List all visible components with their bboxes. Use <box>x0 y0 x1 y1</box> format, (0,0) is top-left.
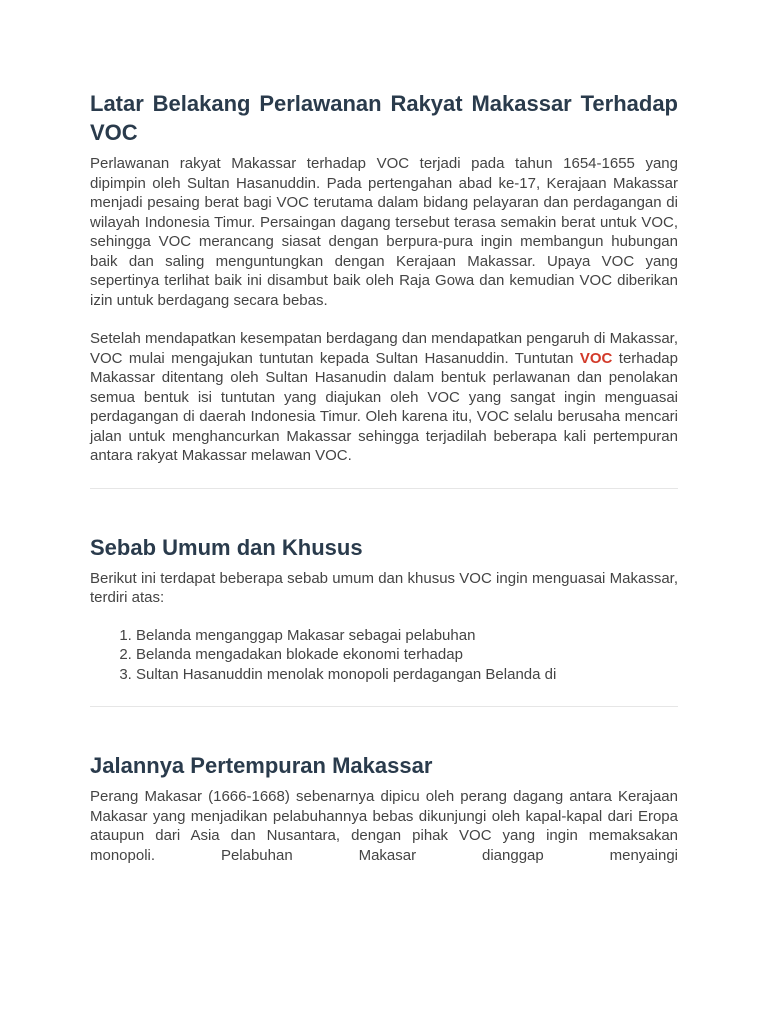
paragraph-text-before-link: Setelah mendapatkan kesempatan berdagang dan mendapatkan pengaruh di Makassar, VOC mulai mengajukan tuntutan kepada Sultan Hasanuddin. Tuntutan <box>90 330 678 367</box>
voc-link[interactable]: VOC <box>579 349 613 367</box>
list-item: 2. Belanda mengadakan blokade ekonomi terhadap <box>136 645 678 665</box>
list-item: 3. Sultan Hasanuddin menolak monopoli perdagangan Belanda di <box>136 665 678 685</box>
paragraph-latar-belakang-1: Perlawanan rakyat Makassar terhadap VOC terjadi pada tahun 1654-1655 yang dipimpin oleh Sultan Hasanuddin. Pada pertengahan abad ke-17, Kerajaan Makassar menjadi pesaing berat bagi VOC terutama dalam bidang pelayaran dan perdagangan di wilayah Indonesia Timur. Persaingan dagang tersebut terasa semakin berat untuk VOC, sehingga VOC merancang siasat dengan berpura-pura ingin membangun hubungan baik dan saling menguntungkan dengan Kerajaan Makassar. Upaya VOC yang sepertinya terlihat baik ini disambut baik oleh Raja Gowa dan kemudian VOC diberikan izin untuk berdagang secara bebas. <box>90 155 678 309</box>
paragraph-latar-belakang-2 <box>90 329 678 466</box>
paragraph-text-after-link: terhadap Makassar ditentang oleh Sultan Hasanudin dalam bentuk perlawanan dan penolakan semua bentuk isi tuntutan yang diajukan oleh VOC yang sangat ingin menguasai perdagangan di daerah Indonesia Timur. Oleh karena itu, VOC selalu berusaha mencari jalan untuk menghancurkan Makassar sehingga terjadilah beberapa kali pertempuran antara rakyat Makassar melawan VOC. <box>90 349 678 464</box>
list-item: 1. Belanda menganggap Makasar sebagai pelabuhan <box>136 626 678 646</box>
section-title-latar-belakang: Latar Belakang Perlawanan Rakyat Makassar Terhadap VOC <box>90 91 678 145</box>
paragraph-sebab-intro: Berikut ini terdapat beberapa sebab umum dan khusus VOC ingin menguasai Makassar, terdiri atas: <box>90 569 678 606</box>
sebab-list <box>90 626 678 685</box>
section-title-sebab-umum: Sebab Umum dan Khusus <box>90 534 363 560</box>
section-title-jalannya-pertempuran: Jalannya Pertempuran Makassar <box>90 753 433 778</box>
paragraph-jalannya-pertempuran: Perang Makasar (1666-1668) sebenarnya dipicu oleh perang dagang antara Kerajaan Makasar yang menjadikan pelabuhannya bebas dikunjungi oleh kapal-kapal dari Eropa ataupun dari Asia dan Nusantara, dengan pihak VOC yang ingin memaksakan monopoli. Pelabuhan Makasar dianggap menyaingi <box>90 788 678 864</box>
